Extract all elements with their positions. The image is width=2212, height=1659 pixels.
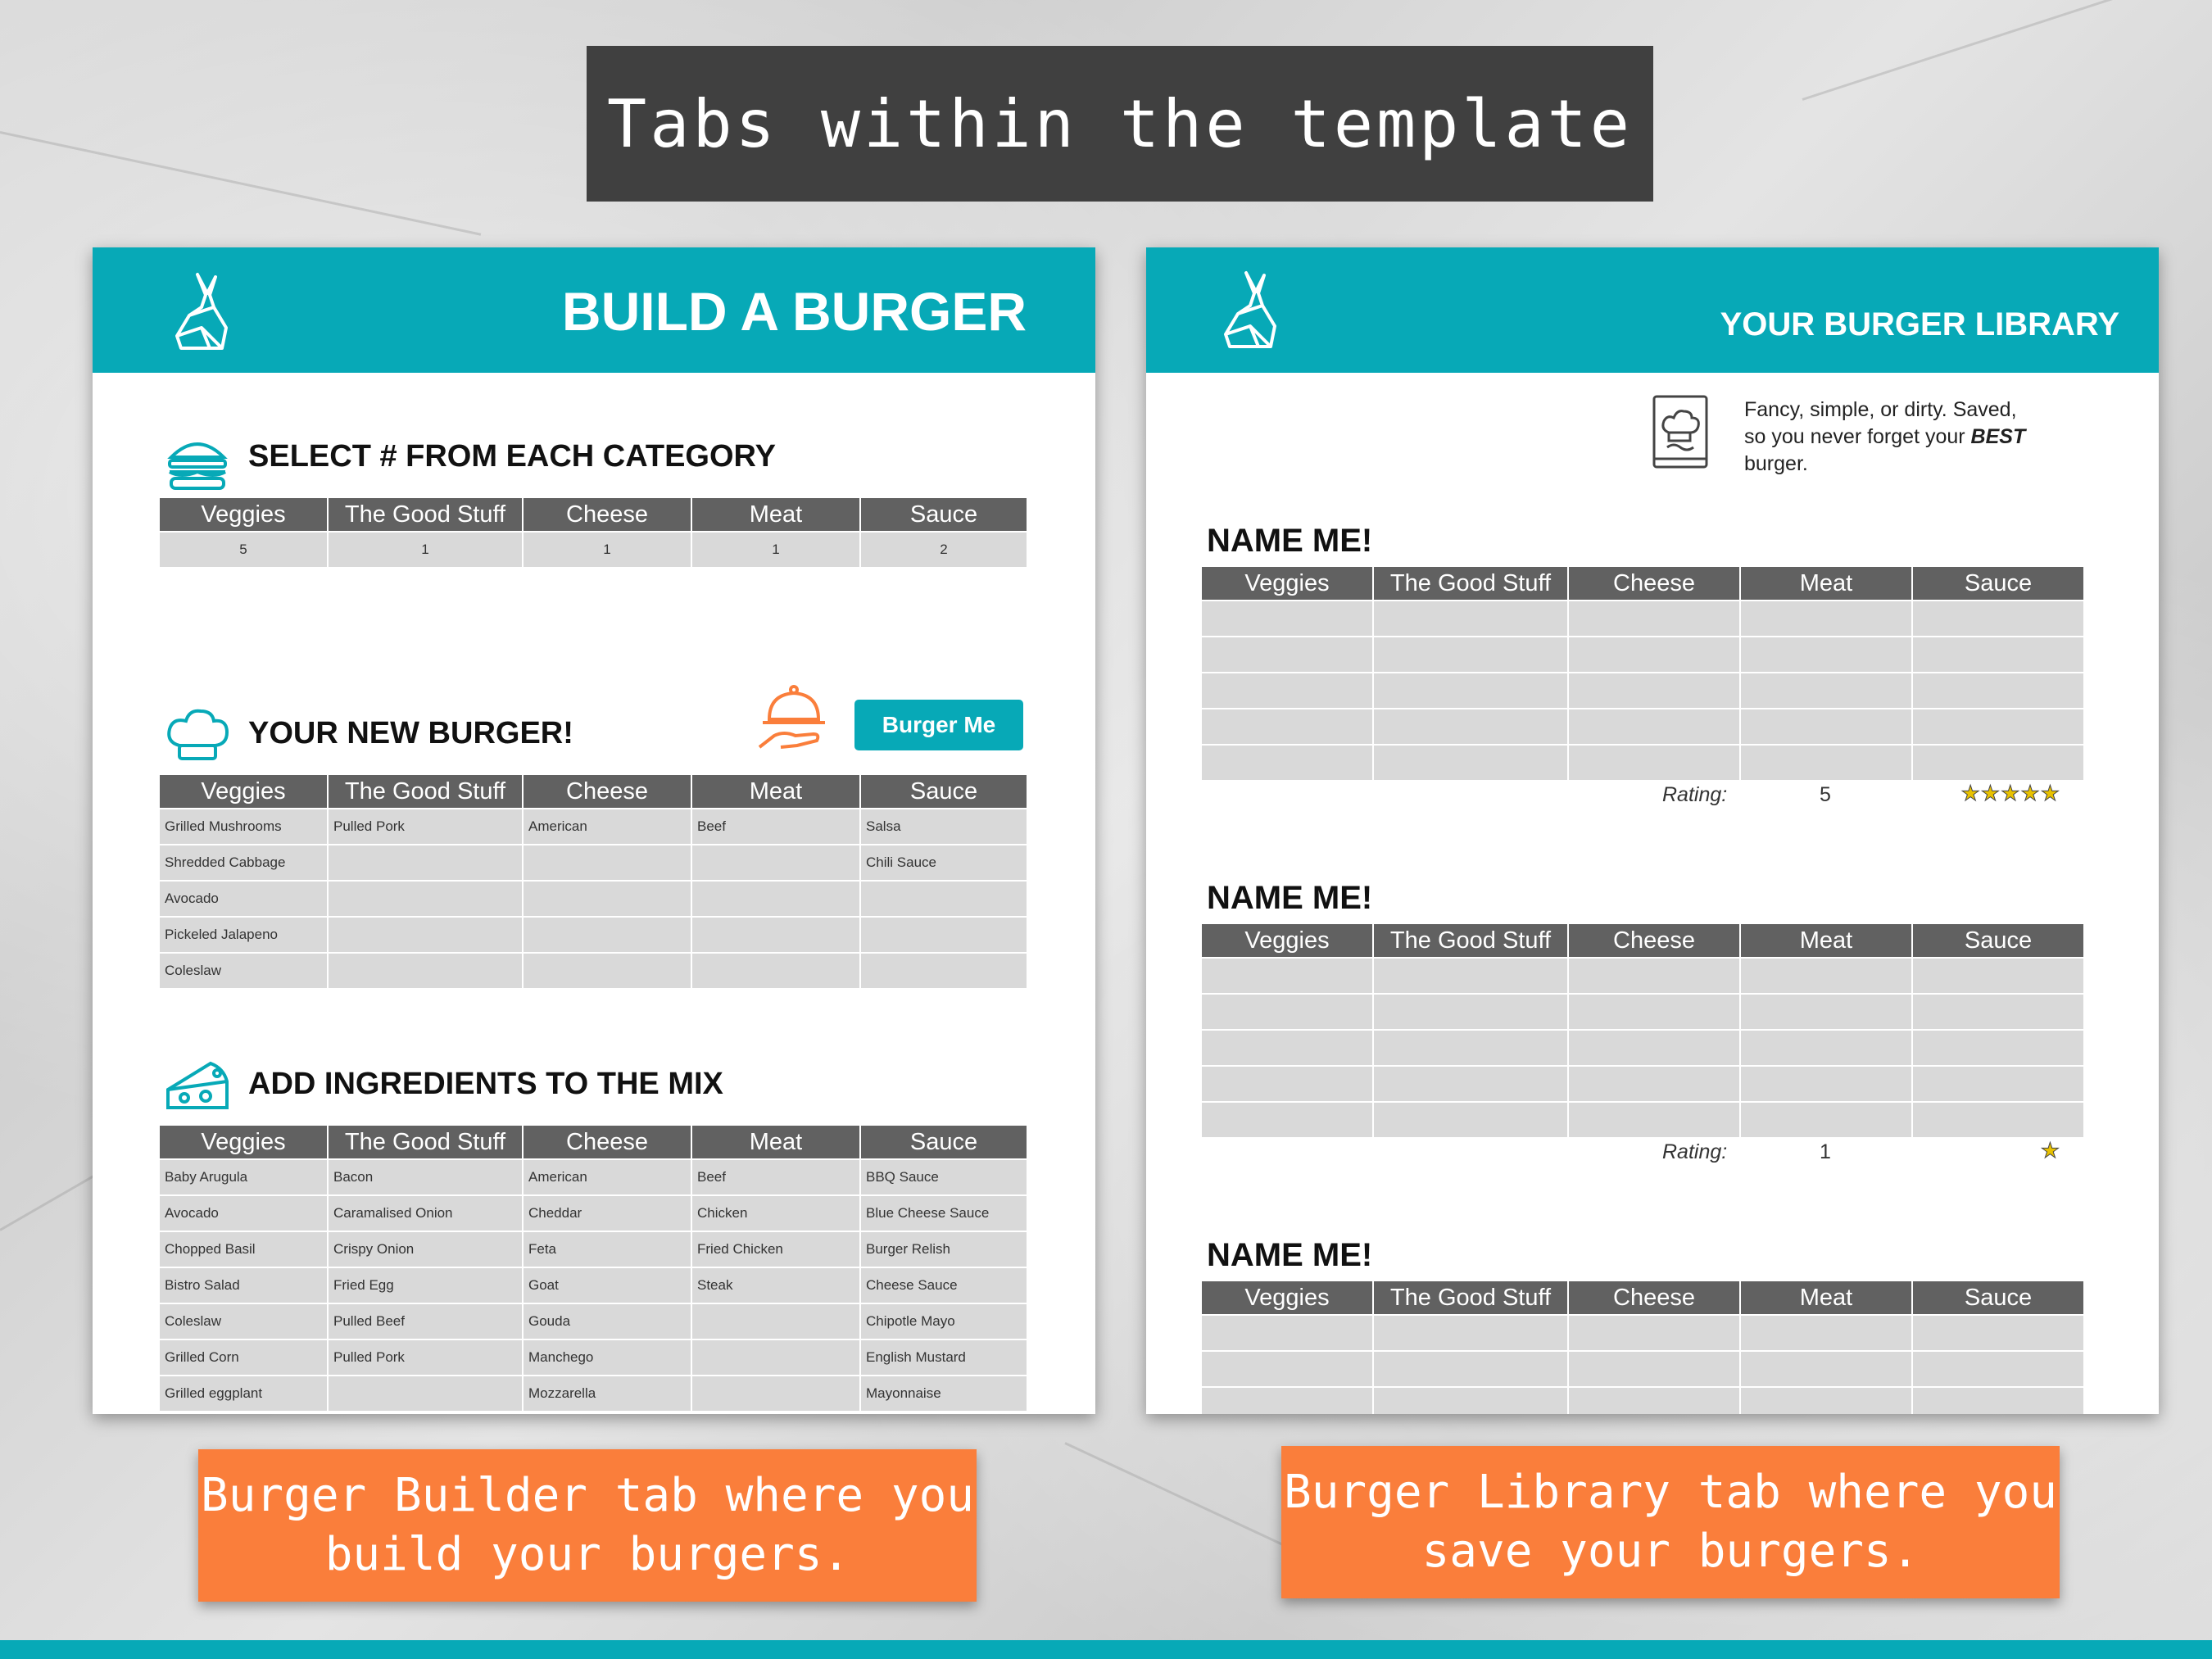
table-row	[159, 1303, 1027, 1339]
table-cell[interactable]	[1912, 1387, 2084, 1414]
table-cell[interactable]	[1201, 745, 1373, 781]
table-cell[interactable]: Steak	[691, 1267, 860, 1303]
page-header	[93, 247, 1095, 373]
burger-name-title[interactable]: NAME ME!	[1207, 880, 1373, 916]
table-cell[interactable]	[1740, 994, 1912, 1030]
table-row	[1201, 745, 2084, 781]
table-row	[159, 1195, 1027, 1231]
count-cell[interactable]: 1	[328, 532, 523, 568]
table-cell[interactable]: Feta	[523, 1231, 691, 1267]
table-cell[interactable]	[1740, 1030, 1912, 1066]
column-header: Meat	[691, 497, 860, 532]
table-cell[interactable]: Crispy Onion	[328, 1231, 523, 1267]
table-cell[interactable]	[1912, 1315, 2084, 1351]
table-cell[interactable]: Avocado	[159, 1195, 328, 1231]
table-cell[interactable]: Grilled Mushrooms	[159, 809, 328, 845]
library-note-line: so you never forget your BEST	[1744, 425, 2026, 448]
table-cell[interactable]	[1740, 1315, 1912, 1351]
table-row	[1201, 673, 2084, 709]
table-cell[interactable]	[1201, 958, 1373, 994]
column-header: Sauce	[860, 774, 1027, 809]
table-cell[interactable]	[691, 917, 860, 953]
table-cell[interactable]	[1568, 1387, 1740, 1414]
column-header: Sauce	[860, 1125, 1027, 1159]
burger-name-title[interactable]: NAME ME!	[1207, 523, 1373, 559]
table-cell[interactable]: Pulled Pork	[328, 1339, 523, 1376]
table-cell[interactable]	[328, 953, 523, 989]
table-cell[interactable]	[328, 881, 523, 917]
table-cell[interactable]	[523, 881, 691, 917]
count-cell[interactable]: 1	[691, 532, 860, 568]
library-burger-table	[1200, 1280, 2085, 1414]
rating-value[interactable]: 1	[1820, 1140, 1831, 1163]
table-cell[interactable]	[1740, 601, 1912, 637]
library-burger-table	[1200, 922, 2085, 1139]
column-header: Veggies	[1201, 566, 1373, 601]
burger-icon	[165, 434, 230, 492]
table-cell[interactable]	[1373, 745, 1568, 781]
table-row	[159, 1267, 1027, 1303]
table-cell[interactable]	[860, 881, 1027, 917]
star-rating-icon: ★★★★★	[1960, 782, 2060, 806]
table-row	[159, 532, 1027, 568]
page-title: YOUR BURGER LIBRARY	[1720, 306, 2119, 342]
table-cell[interactable]	[1912, 1030, 2084, 1066]
table-cell[interactable]	[1373, 637, 1568, 673]
table-cell[interactable]	[523, 845, 691, 881]
table-cell[interactable]: Fried Chicken	[691, 1231, 860, 1267]
table-cell[interactable]	[1373, 1351, 1568, 1387]
section-title-ingredients: ADD INGREDIENTS TO THE MIX	[248, 1067, 723, 1101]
table-cell[interactable]	[1201, 1351, 1373, 1387]
table-cell[interactable]	[1568, 1102, 1740, 1138]
count-cell[interactable]: 5	[159, 532, 328, 568]
table-cell[interactable]	[691, 1339, 860, 1376]
table-cell[interactable]: Chopped Basil	[159, 1231, 328, 1267]
banner-title: Tabs within the template	[587, 46, 1653, 202]
table-cell[interactable]: Pickeled Jalapeno	[159, 917, 328, 953]
library-note-line: Fancy, simple, or dirty. Saved,	[1744, 398, 2017, 421]
table-cell[interactable]	[1201, 1315, 1373, 1351]
table-cell[interactable]	[1568, 709, 1740, 745]
table-cell[interactable]	[1201, 709, 1373, 745]
table-cell[interactable]: Pulled Pork	[328, 809, 523, 845]
table-cell[interactable]	[328, 845, 523, 881]
column-header: Meat	[1740, 923, 1912, 958]
table-row	[1201, 1030, 2084, 1066]
table-cell[interactable]: Mayonnaise	[860, 1376, 1027, 1412]
recipe-book-icon	[1649, 393, 1711, 472]
table-cell[interactable]	[523, 917, 691, 953]
table-cell[interactable]	[1373, 1387, 1568, 1414]
column-header: Cheese	[523, 774, 691, 809]
table-row	[159, 953, 1027, 989]
column-header: The Good Stuff	[328, 497, 523, 532]
table-cell[interactable]: American	[523, 809, 691, 845]
column-header: Meat	[1740, 566, 1912, 601]
table-row	[1201, 1315, 2084, 1351]
table-cell[interactable]	[1740, 1351, 1912, 1387]
table-cell[interactable]	[1568, 673, 1740, 709]
table-row	[1201, 1066, 2084, 1102]
table-cell[interactable]	[1740, 1102, 1912, 1138]
cheese-icon	[165, 1057, 230, 1114]
table-row	[1201, 1351, 2084, 1387]
table-row	[1201, 637, 2084, 673]
table-cell[interactable]	[1201, 601, 1373, 637]
table-cell[interactable]	[1568, 601, 1740, 637]
table-cell[interactable]: Caramalised Onion	[328, 1195, 523, 1231]
section-title-select: SELECT # FROM EACH CATEGORY	[248, 439, 776, 474]
table-row	[1201, 1102, 2084, 1138]
table-cell[interactable]: Bistro Salad	[159, 1267, 328, 1303]
table-cell[interactable]: American	[523, 1159, 691, 1195]
builder-caption: Burger Builder tab where you build your burgers.	[198, 1449, 977, 1602]
table-cell[interactable]: English Mustard	[860, 1339, 1027, 1376]
table-cell[interactable]	[1740, 637, 1912, 673]
table-cell[interactable]: Chipotle Mayo	[860, 1303, 1027, 1339]
column-header: Veggies	[1201, 1281, 1373, 1315]
table-cell[interactable]	[691, 1376, 860, 1412]
burger-me-button[interactable]: Burger Me	[854, 700, 1023, 750]
table-row	[1201, 709, 2084, 745]
table-cell[interactable]: Beef	[691, 1159, 860, 1195]
table-row	[159, 1339, 1027, 1376]
count-cell[interactable]: 2	[860, 532, 1027, 568]
table-cell[interactable]	[1201, 1066, 1373, 1102]
table-cell[interactable]: Grilled eggplant	[159, 1376, 328, 1412]
table-cell[interactable]	[1740, 958, 1912, 994]
table-cell[interactable]	[1740, 1066, 1912, 1102]
column-header: Sauce	[1912, 1281, 2084, 1315]
column-header: Veggies	[159, 1125, 328, 1159]
column-header: The Good Stuff	[1373, 923, 1568, 958]
table-cell[interactable]	[1201, 637, 1373, 673]
table-cell[interactable]	[1912, 709, 2084, 745]
table-cell[interactable]	[1373, 1315, 1568, 1351]
table-cell[interactable]	[1912, 601, 2084, 637]
column-header: Meat	[1740, 1281, 1912, 1315]
column-header: Veggies	[159, 497, 328, 532]
table-cell[interactable]	[1912, 637, 2084, 673]
table-cell[interactable]	[860, 917, 1027, 953]
ingredients-table	[158, 1124, 1028, 1412]
column-header: Cheese	[523, 497, 691, 532]
column-header: Cheese	[1568, 923, 1740, 958]
table-cell[interactable]: Coleslaw	[159, 953, 328, 989]
column-header: Veggies	[159, 774, 328, 809]
burger-library-page	[1146, 247, 2159, 1414]
burger-name-title[interactable]: NAME ME!	[1207, 1237, 1373, 1273]
table-cell[interactable]	[1373, 1066, 1568, 1102]
table-cell[interactable]	[1740, 673, 1912, 709]
table-row	[159, 809, 1027, 845]
table-cell[interactable]	[1201, 1030, 1373, 1066]
bottom-strip	[0, 1640, 2212, 1659]
table-cell[interactable]	[1373, 994, 1568, 1030]
column-header: Sauce	[1912, 923, 2084, 958]
table-row	[1201, 1387, 2084, 1414]
column-header: The Good Stuff	[328, 1125, 523, 1159]
table-cell[interactable]	[328, 917, 523, 953]
table-cell[interactable]	[328, 1376, 523, 1412]
table-row	[159, 1231, 1027, 1267]
table-cell[interactable]	[1568, 994, 1740, 1030]
column-header: Meat	[691, 1125, 860, 1159]
build-a-burger-page	[93, 247, 1095, 1414]
table-cell[interactable]	[1912, 958, 2084, 994]
count-cell[interactable]: 1	[523, 532, 691, 568]
table-cell[interactable]	[1201, 1387, 1373, 1414]
column-header: The Good Stuff	[1373, 1281, 1568, 1315]
rating-value[interactable]: 5	[1820, 783, 1831, 806]
table-cell[interactable]: Burger Relish	[860, 1231, 1027, 1267]
column-header: Sauce	[1912, 566, 2084, 601]
table-cell[interactable]: Salsa	[860, 809, 1027, 845]
rabbit-logo-icon	[1213, 269, 1287, 351]
table-cell[interactable]: Manchego	[523, 1339, 691, 1376]
select-count-table	[158, 496, 1028, 569]
table-cell[interactable]	[1373, 1102, 1568, 1138]
star-rating-icon: ★	[2040, 1139, 2060, 1163]
table-cell[interactable]: Beef	[691, 809, 860, 845]
table-cell[interactable]	[691, 845, 860, 881]
table-cell[interactable]	[1568, 1315, 1740, 1351]
table-cell[interactable]	[1912, 1102, 2084, 1138]
table-cell[interactable]	[1568, 637, 1740, 673]
table-cell[interactable]: Goat	[523, 1267, 691, 1303]
table-row	[1201, 958, 2084, 994]
rabbit-logo-icon	[165, 270, 238, 352]
column-header: Sauce	[860, 497, 1027, 532]
table-cell[interactable]: Chili Sauce	[860, 845, 1027, 881]
table-cell[interactable]	[523, 953, 691, 989]
table-cell[interactable]: Cheddar	[523, 1195, 691, 1231]
table-cell[interactable]: Avocado	[159, 881, 328, 917]
table-cell[interactable]: Cheese Sauce	[860, 1267, 1027, 1303]
table-cell[interactable]	[1568, 1030, 1740, 1066]
table-row	[159, 917, 1027, 953]
table-cell[interactable]	[1568, 1066, 1740, 1102]
table-row	[159, 881, 1027, 917]
page-header	[1146, 247, 2159, 373]
table-cell[interactable]	[1201, 1102, 1373, 1138]
table-cell[interactable]	[1740, 745, 1912, 781]
table-cell[interactable]	[1201, 673, 1373, 709]
table-cell[interactable]	[1373, 958, 1568, 994]
column-header: Cheese	[1568, 1281, 1740, 1315]
table-cell[interactable]	[1912, 1066, 2084, 1102]
table-cell[interactable]: Grilled Corn	[159, 1339, 328, 1376]
table-cell[interactable]	[1912, 994, 2084, 1030]
table-row	[1201, 601, 2084, 637]
table-cell[interactable]	[860, 953, 1027, 989]
table-cell[interactable]	[1568, 1351, 1740, 1387]
rating-label: Rating:	[1662, 783, 1728, 806]
table-row	[159, 1159, 1027, 1195]
table-cell[interactable]	[691, 1303, 860, 1339]
table-cell[interactable]	[1912, 673, 2084, 709]
column-header: Meat	[691, 774, 860, 809]
table-cell[interactable]: Baby Arugula	[159, 1159, 328, 1195]
table-cell[interactable]	[1740, 709, 1912, 745]
column-header: The Good Stuff	[1373, 566, 1568, 601]
table-cell[interactable]: BBQ Sauce	[860, 1159, 1027, 1195]
table-cell[interactable]	[1201, 994, 1373, 1030]
library-caption: Burger Library tab where you save your burgers.	[1281, 1446, 2060, 1598]
table-cell[interactable]: Bacon	[328, 1159, 523, 1195]
table-cell[interactable]	[1912, 745, 2084, 781]
new-burger-table	[158, 773, 1028, 990]
table-cell[interactable]: Chicken	[691, 1195, 860, 1231]
library-note	[1744, 397, 2088, 478]
table-cell[interactable]: Gouda	[523, 1303, 691, 1339]
rating-label: Rating:	[1662, 1140, 1728, 1163]
table-cell[interactable]: Blue Cheese Sauce	[860, 1195, 1027, 1231]
table-cell[interactable]	[1373, 1030, 1568, 1066]
column-header: Veggies	[1201, 923, 1373, 958]
table-cell[interactable]	[1373, 601, 1568, 637]
table-cell[interactable]	[1373, 673, 1568, 709]
chef-hat-icon	[165, 706, 230, 764]
table-cell[interactable]	[1740, 1387, 1912, 1414]
table-cell[interactable]	[691, 953, 860, 989]
serving-cloche-icon	[756, 683, 832, 752]
table-row	[159, 845, 1027, 881]
library-note-line: burger.	[1744, 452, 1808, 475]
table-cell[interactable]: Pulled Beef	[328, 1303, 523, 1339]
column-header: Cheese	[523, 1125, 691, 1159]
column-header: The Good Stuff	[328, 774, 523, 809]
table-row	[159, 1376, 1027, 1412]
table-cell[interactable]: Fried Egg	[328, 1267, 523, 1303]
table-cell[interactable]: Shredded Cabbage	[159, 845, 328, 881]
library-burger-table	[1200, 565, 2085, 782]
table-cell[interactable]	[691, 881, 860, 917]
table-cell[interactable]: Mozzarella	[523, 1376, 691, 1412]
table-cell[interactable]: Coleslaw	[159, 1303, 328, 1339]
section-title-new-burger: YOUR NEW BURGER!	[248, 716, 573, 750]
table-cell[interactable]	[1568, 745, 1740, 781]
table-cell[interactable]	[1373, 709, 1568, 745]
column-header: Cheese	[1568, 566, 1740, 601]
table-row	[1201, 994, 2084, 1030]
page-title: BUILD A BURGER	[561, 281, 1027, 342]
table-cell[interactable]	[1912, 1351, 2084, 1387]
table-cell[interactable]	[1568, 958, 1740, 994]
